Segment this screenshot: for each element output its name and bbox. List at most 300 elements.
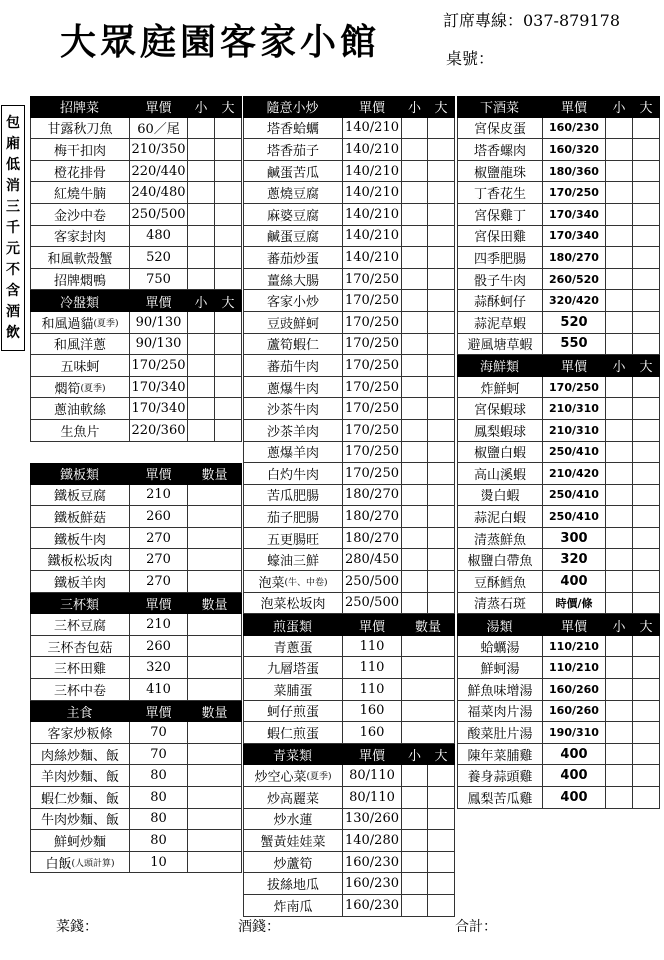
order-qty-cell[interactable]	[402, 787, 428, 809]
dish-price: 70	[130, 744, 188, 766]
order-qty-cell[interactable]	[188, 161, 215, 183]
order-qty-cell[interactable]	[428, 420, 455, 442]
order-qty-cell[interactable]	[188, 722, 242, 744]
order-qty-cell[interactable]	[606, 657, 633, 679]
dish-name: 炸鮮蚵	[457, 377, 543, 399]
order-qty-cell[interactable]	[606, 182, 633, 204]
order-qty-cell[interactable]	[606, 420, 633, 442]
order-qty-cell[interactable]	[215, 312, 242, 334]
dish-name: 泡菜松坂肉	[243, 593, 343, 615]
order-qty-cell[interactable]	[606, 442, 633, 464]
dish-name: 宮保皮蛋	[457, 118, 543, 140]
order-qty-cell[interactable]	[428, 593, 455, 615]
dish-price: 210/310	[543, 420, 606, 442]
dish-name: 炒高麗菜	[243, 787, 343, 809]
dish-price: 550	[543, 334, 606, 356]
dish-price: 170/250	[343, 420, 402, 442]
section-header-cell: 單價	[130, 593, 188, 615]
section-title: 三杯類	[30, 593, 130, 615]
order-qty-cell[interactable]	[188, 269, 215, 291]
section-header-cell: 大	[428, 744, 455, 766]
order-qty-cell[interactable]	[188, 679, 242, 701]
section-title: 青菜類	[243, 744, 343, 766]
dish-price: 170/250	[343, 334, 402, 356]
dish-price: 210/310	[543, 398, 606, 420]
order-qty-cell[interactable]	[402, 722, 455, 744]
order-qty-cell[interactable]	[633, 226, 660, 248]
dish-name: 陳年菜脯雞	[457, 744, 543, 766]
order-qty-cell[interactable]	[633, 377, 660, 399]
dish-name: 和風軟殼蟹	[30, 247, 130, 269]
order-qty-cell[interactable]	[428, 830, 455, 852]
order-qty-cell[interactable]	[402, 463, 428, 485]
section-header-cell: 小	[606, 614, 633, 636]
dish-name: 泡菜 (牛、中卷)	[243, 571, 343, 593]
dish-price: 400	[543, 765, 606, 787]
spacer	[30, 442, 242, 464]
order-qty-cell[interactable]	[402, 355, 428, 377]
order-qty-cell[interactable]	[633, 442, 660, 464]
order-qty-cell[interactable]	[428, 377, 455, 399]
dish-price: 170/250	[343, 398, 402, 420]
section-title: 海鮮類	[457, 355, 543, 377]
order-qty-cell[interactable]	[428, 873, 455, 895]
order-qty-cell[interactable]	[402, 312, 428, 334]
section-title: 隨意小炒	[243, 96, 343, 118]
order-qty-cell[interactable]	[402, 593, 428, 615]
order-qty-cell[interactable]	[606, 506, 633, 528]
order-qty-cell[interactable]	[633, 787, 660, 809]
menu-section	[243, 96, 455, 614]
dish-price: 250/410	[543, 442, 606, 464]
order-qty-cell[interactable]	[402, 398, 428, 420]
order-qty-cell[interactable]	[402, 204, 428, 226]
dish-name: 三杯豆腐	[30, 614, 130, 636]
order-qty-cell[interactable]	[402, 895, 428, 917]
dish-name: 紅燒牛腩	[30, 182, 130, 204]
order-qty-cell[interactable]	[215, 355, 242, 377]
dish-price: 180/270	[343, 528, 402, 550]
dish-name: 蕃茄炒蛋	[243, 247, 343, 269]
order-qty-cell[interactable]	[188, 830, 242, 852]
dish-name: 蒜泥白蝦	[457, 506, 543, 528]
order-qty-cell[interactable]	[606, 226, 633, 248]
dish-price: 250/500	[343, 571, 402, 593]
order-qty-cell[interactable]	[633, 593, 660, 615]
dish-name: 苦瓜肥腸	[243, 485, 343, 507]
dish-name: 三杯杏包菇	[30, 636, 130, 658]
order-qty-cell[interactable]	[188, 139, 215, 161]
order-qty-cell[interactable]	[633, 722, 660, 744]
order-qty-cell[interactable]	[428, 355, 455, 377]
order-qty-cell[interactable]	[188, 549, 242, 571]
order-qty-cell[interactable]	[188, 485, 242, 507]
dish-price: 160	[343, 701, 402, 723]
order-qty-cell[interactable]	[633, 161, 660, 183]
order-qty-cell[interactable]	[402, 528, 428, 550]
dish-price: 160/260	[543, 679, 606, 701]
order-qty-cell[interactable]	[633, 506, 660, 528]
dish-price: 170/250	[343, 312, 402, 334]
order-qty-cell[interactable]	[188, 765, 242, 787]
order-qty-cell[interactable]	[633, 701, 660, 723]
section-header-cell: 單價	[343, 614, 402, 636]
dish-name: 蕃茄牛肉	[243, 355, 343, 377]
dish-name: 鹹蛋豆腐	[243, 226, 343, 248]
menu-section	[457, 614, 660, 808]
order-qty-cell[interactable]	[428, 226, 455, 248]
dish-price: 250/500	[343, 593, 402, 615]
order-qty-cell[interactable]	[606, 398, 633, 420]
section-header-cell: 大	[633, 355, 660, 377]
dish-price: 270	[130, 528, 188, 550]
dish-price: 160	[343, 722, 402, 744]
order-qty-cell[interactable]	[402, 442, 428, 464]
order-qty-cell[interactable]	[215, 269, 242, 291]
order-qty-cell[interactable]	[402, 226, 428, 248]
order-qty-cell[interactable]	[402, 657, 455, 679]
order-qty-cell[interactable]	[428, 463, 455, 485]
dish-name: 燙白蝦	[457, 485, 543, 507]
order-qty-cell[interactable]	[633, 549, 660, 571]
order-qty-cell[interactable]	[402, 701, 455, 723]
order-qty-cell[interactable]	[606, 334, 633, 356]
order-qty-cell[interactable]	[606, 139, 633, 161]
order-qty-cell[interactable]	[215, 420, 242, 442]
order-qty-cell[interactable]	[402, 269, 428, 291]
order-qty-cell[interactable]	[428, 204, 455, 226]
order-qty-cell[interactable]	[188, 118, 215, 140]
order-qty-cell[interactable]	[428, 161, 455, 183]
order-qty-cell[interactable]	[188, 852, 242, 874]
dish-price: 60／尾	[130, 118, 188, 140]
dish-price: 170/250	[343, 463, 402, 485]
dish-price: 160/230	[343, 873, 402, 895]
dish-price: 80/110	[343, 787, 402, 809]
dish-price: 260/520	[543, 269, 606, 291]
order-qty-cell[interactable]	[188, 614, 242, 636]
order-qty-cell[interactable]	[606, 463, 633, 485]
order-qty-cell[interactable]	[402, 549, 428, 571]
drink-total-label: 酒錢：	[238, 919, 280, 935]
dish-price: 250/500	[130, 204, 188, 226]
dish-name: 蟹黃娃娃菜	[243, 830, 343, 852]
menu-column-1	[30, 96, 242, 873]
menu-section	[457, 355, 660, 614]
dish-name: 骰子牛肉	[457, 269, 543, 291]
dish-name: 四季肥腸	[457, 247, 543, 269]
order-qty-cell[interactable]	[606, 701, 633, 723]
order-qty-cell[interactable]	[215, 226, 242, 248]
dish-name: 梅干扣肉	[30, 139, 130, 161]
order-qty-cell[interactable]	[402, 485, 428, 507]
dish-name: 宮保蝦球	[457, 398, 543, 420]
dish-price: 260	[130, 506, 188, 528]
order-qty-cell[interactable]	[633, 463, 660, 485]
order-qty-cell[interactable]	[188, 506, 242, 528]
order-qty-cell[interactable]	[606, 204, 633, 226]
order-qty-cell[interactable]	[188, 636, 242, 658]
dish-name: 招牌燜鴨	[30, 269, 130, 291]
dish-name: 鮮蚵湯	[457, 657, 543, 679]
dish-price: 210	[130, 614, 188, 636]
order-qty-cell[interactable]	[428, 247, 455, 269]
section-header-cell: 單價	[343, 744, 402, 766]
order-qty-cell[interactable]	[428, 506, 455, 528]
order-qty-cell[interactable]	[188, 744, 242, 766]
order-qty-cell[interactable]	[215, 377, 242, 399]
order-qty-cell[interactable]	[633, 528, 660, 550]
order-qty-cell[interactable]	[428, 765, 455, 787]
dish-price: 300	[543, 528, 606, 550]
order-qty-cell[interactable]	[606, 744, 633, 766]
order-qty-cell[interactable]	[606, 312, 633, 334]
order-qty-cell[interactable]	[606, 269, 633, 291]
order-qty-cell[interactable]	[633, 571, 660, 593]
order-qty-cell[interactable]	[428, 852, 455, 874]
dish-name: 和風過貓 (夏季)	[30, 312, 130, 334]
order-qty-cell[interactable]	[428, 549, 455, 571]
order-qty-cell[interactable]	[402, 182, 428, 204]
order-qty-cell[interactable]	[606, 161, 633, 183]
order-qty-cell[interactable]	[606, 485, 633, 507]
order-qty-cell[interactable]	[606, 528, 633, 550]
order-qty-cell[interactable]	[402, 247, 428, 269]
dish-name: 沙茶羊肉	[243, 420, 343, 442]
dish-name: 豆酥鱈魚	[457, 571, 543, 593]
dish-price: 210/350	[130, 139, 188, 161]
dish-price: 320	[543, 549, 606, 571]
order-qty-cell[interactable]	[633, 765, 660, 787]
order-qty-cell[interactable]	[188, 787, 242, 809]
dish-price: 160/320	[543, 139, 606, 161]
dish-name: 宮保雞丁	[457, 204, 543, 226]
dish-name: 金沙中卷	[30, 204, 130, 226]
dish-name: 燜筍 (夏季)	[30, 377, 130, 399]
dish-price: 480	[130, 226, 188, 248]
order-qty-cell[interactable]	[428, 398, 455, 420]
order-qty-cell[interactable]	[188, 398, 215, 420]
dish-price: 110	[343, 657, 402, 679]
order-qty-cell[interactable]	[188, 204, 215, 226]
section-header-cell: 大	[633, 614, 660, 636]
order-qty-cell[interactable]	[633, 118, 660, 140]
order-qty-cell[interactable]	[606, 118, 633, 140]
order-qty-cell[interactable]	[402, 139, 428, 161]
order-qty-cell[interactable]	[402, 506, 428, 528]
dish-price: 110	[343, 636, 402, 658]
dish-price: 270	[130, 549, 188, 571]
order-qty-cell[interactable]	[606, 571, 633, 593]
section-header-cell: 小	[606, 355, 633, 377]
dish-price: 80/110	[343, 765, 402, 787]
order-qty-cell[interactable]	[215, 247, 242, 269]
order-qty-cell[interactable]	[428, 485, 455, 507]
order-qty-cell[interactable]	[402, 765, 428, 787]
dish-name: 茄子肥腸	[243, 506, 343, 528]
order-qty-cell[interactable]	[188, 571, 242, 593]
order-qty-cell[interactable]	[633, 204, 660, 226]
order-qty-cell[interactable]	[188, 334, 215, 356]
order-qty-cell[interactable]	[606, 377, 633, 399]
order-qty-cell[interactable]	[402, 636, 455, 658]
dish-price: 170/250	[343, 442, 402, 464]
order-qty-cell[interactable]	[402, 679, 455, 701]
dish-name: 蔥燒豆腐	[243, 182, 343, 204]
order-qty-cell[interactable]	[188, 420, 215, 442]
dish-price: 110	[343, 679, 402, 701]
order-qty-cell[interactable]	[215, 204, 242, 226]
order-qty-cell[interactable]	[633, 679, 660, 701]
order-qty-cell[interactable]	[633, 420, 660, 442]
order-qty-cell[interactable]	[428, 312, 455, 334]
dish-price: 160/230	[343, 852, 402, 874]
order-qty-cell[interactable]	[215, 182, 242, 204]
dish-name: 麻婆豆腐	[243, 204, 343, 226]
dish-price: 110/210	[543, 657, 606, 679]
section-header-cell: 單價	[130, 701, 188, 723]
order-qty-cell[interactable]	[428, 334, 455, 356]
dish-price: 170/340	[130, 377, 188, 399]
section-header-cell: 小	[606, 96, 633, 118]
dish-name: 清蒸鮮魚	[457, 528, 543, 550]
dish-name: 椒鹽白蝦	[457, 442, 543, 464]
dish-name: 豆豉鮮蚵	[243, 312, 343, 334]
dish-name: 蒜泥草蝦	[457, 312, 543, 334]
dish-price: 140/210	[343, 204, 402, 226]
order-qty-cell[interactable]	[633, 636, 660, 658]
order-qty-cell[interactable]	[633, 398, 660, 420]
dish-price: 520	[130, 247, 188, 269]
dish-price: 80	[130, 765, 188, 787]
order-qty-cell[interactable]	[633, 334, 660, 356]
order-qty-cell[interactable]	[428, 118, 455, 140]
dish-price: 320	[130, 657, 188, 679]
order-qty-cell[interactable]	[633, 269, 660, 291]
order-qty-cell[interactable]	[633, 312, 660, 334]
dish-price: 140/210	[343, 182, 402, 204]
menu-section	[30, 96, 242, 290]
dish-price: 400	[543, 787, 606, 809]
order-qty-cell[interactable]	[215, 398, 242, 420]
order-qty-cell[interactable]	[402, 420, 428, 442]
order-qty-cell[interactable]	[428, 528, 455, 550]
order-qty-cell[interactable]	[215, 334, 242, 356]
order-qty-cell[interactable]	[633, 485, 660, 507]
order-qty-cell[interactable]	[402, 118, 428, 140]
order-qty-cell[interactable]	[402, 334, 428, 356]
order-qty-cell[interactable]	[606, 247, 633, 269]
dish-name: 蠔油三鮮	[243, 549, 343, 571]
order-qty-cell[interactable]	[188, 355, 215, 377]
section-title: 招牌菜	[30, 96, 130, 118]
section-header-cell: 小	[402, 744, 428, 766]
order-qty-cell[interactable]	[428, 895, 455, 917]
order-qty-cell[interactable]	[633, 290, 660, 312]
dish-name: 沙茶牛肉	[243, 398, 343, 420]
dish-price: 170/250	[343, 355, 402, 377]
order-qty-cell[interactable]	[633, 744, 660, 766]
section-header-cell: 單價	[130, 463, 188, 485]
dish-name: 塔香蛤蠣	[243, 118, 343, 140]
dish-name: 九層塔蛋	[243, 657, 343, 679]
order-qty-cell[interactable]	[402, 571, 428, 593]
order-qty-cell[interactable]	[188, 377, 215, 399]
dish-price: 180/270	[543, 247, 606, 269]
order-qty-cell[interactable]	[188, 809, 242, 831]
section-title: 鐵板類	[30, 463, 130, 485]
order-qty-cell[interactable]	[402, 161, 428, 183]
order-qty-cell[interactable]	[428, 182, 455, 204]
order-qty-cell[interactable]	[633, 247, 660, 269]
order-qty-cell[interactable]	[633, 657, 660, 679]
order-qty-cell[interactable]	[428, 290, 455, 312]
order-qty-cell[interactable]	[606, 722, 633, 744]
order-qty-cell[interactable]	[606, 679, 633, 701]
dish-price: 170/250	[543, 182, 606, 204]
order-qty-cell[interactable]	[606, 636, 633, 658]
order-qty-cell[interactable]	[606, 290, 633, 312]
dish-price: 410	[130, 679, 188, 701]
order-qty-cell[interactable]	[215, 139, 242, 161]
dish-price: 190/310	[543, 722, 606, 744]
order-qty-cell[interactable]	[606, 765, 633, 787]
order-qty-cell[interactable]	[188, 528, 242, 550]
section-title: 煎蛋類	[243, 614, 343, 636]
order-qty-cell[interactable]	[428, 787, 455, 809]
dish-price: 140/210	[343, 139, 402, 161]
order-qty-cell[interactable]	[402, 809, 428, 831]
order-qty-cell[interactable]	[402, 290, 428, 312]
order-qty-cell[interactable]	[188, 657, 242, 679]
dish-price: 80	[130, 809, 188, 831]
order-qty-cell[interactable]	[428, 571, 455, 593]
order-qty-cell[interactable]	[402, 873, 428, 895]
dish-price: 180/360	[543, 161, 606, 183]
order-qty-cell[interactable]	[402, 377, 428, 399]
order-qty-cell[interactable]	[606, 787, 633, 809]
order-qty-cell[interactable]	[188, 312, 215, 334]
section-header-cell: 單價	[343, 96, 402, 118]
order-qty-cell[interactable]	[188, 226, 215, 248]
dish-price: 520	[543, 312, 606, 334]
order-qty-cell[interactable]	[188, 247, 215, 269]
order-qty-cell[interactable]	[215, 118, 242, 140]
dish-name: 炒空心菜 (夏季)	[243, 765, 343, 787]
dish-name: 炒水蓮	[243, 809, 343, 831]
order-qty-cell[interactable]	[428, 269, 455, 291]
page-title: 大眾庭園客家小館	[60, 21, 381, 63]
dish-name: 五更腸旺	[243, 528, 343, 550]
order-qty-cell[interactable]	[428, 442, 455, 464]
order-qty-cell[interactable]	[633, 139, 660, 161]
order-qty-cell[interactable]	[428, 809, 455, 831]
dish-name: 蝦仁炒麵、飯	[30, 787, 130, 809]
dish-name: 椒鹽龍珠	[457, 161, 543, 183]
order-qty-cell[interactable]	[215, 161, 242, 183]
order-qty-cell[interactable]	[606, 593, 633, 615]
order-qty-cell[interactable]	[428, 139, 455, 161]
section-title: 下酒菜	[457, 96, 543, 118]
hotline: 訂席專線：037-879178	[443, 11, 621, 30]
dish-name: 塔香螺肉	[457, 139, 543, 161]
order-qty-cell[interactable]	[402, 830, 428, 852]
order-qty-cell[interactable]	[402, 852, 428, 874]
order-qty-cell[interactable]	[188, 182, 215, 204]
dish-name: 三杯田雞	[30, 657, 130, 679]
order-qty-cell[interactable]	[606, 549, 633, 571]
order-qty-cell[interactable]	[633, 182, 660, 204]
